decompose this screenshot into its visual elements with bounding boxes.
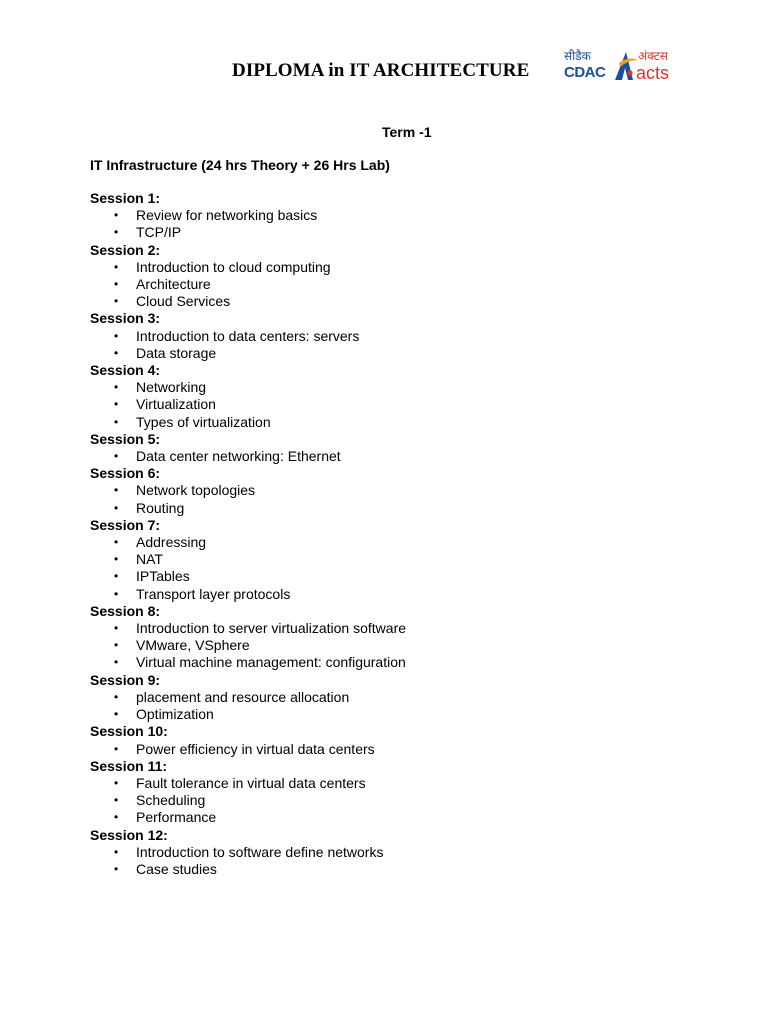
bullet-icon: • [114,277,119,292]
topic-item [90,861,406,878]
logo-cdac-text: CDAC [564,64,606,81]
session-title: Session 8: [90,602,161,619]
session-title: Session 10: [90,723,168,740]
topic-text: Architecture [136,276,211,293]
session-title: Session 11: [90,757,168,774]
topic-text: Networking [136,379,207,396]
topic-text: Transport layer protocols [136,585,291,602]
topic-list [90,775,406,827]
topic-list [90,379,406,431]
topic-text: NAT [136,551,163,568]
bullet-icon: • [114,861,119,876]
term-heading: Term -1 [382,124,432,140]
topic-text: Scheduling [136,792,206,809]
topic-text: Fault tolerance in virtual data centers [136,774,366,791]
bullet-icon: • [114,638,119,653]
topic-list [90,741,406,758]
session-title: Session 4: [90,362,161,379]
session-title: Session 1: [90,190,161,206]
topic-item [90,328,406,345]
bullet-icon: • [114,294,119,309]
logo-acts-text: acts [636,63,670,83]
topic-list [90,328,406,362]
course-heading: IT Infrastructure (24 hrs Theory + 26 Hrs Lab) [90,157,390,173]
topic-item [90,809,406,826]
bullet-icon: • [114,535,119,550]
session-block [90,431,406,465]
topic-item [90,276,406,293]
logo-a-mark [615,52,633,80]
topic-text: Types of virtualization [136,413,271,430]
bullet-icon: • [114,380,119,395]
topic-text: Routing [136,499,185,516]
session-block [90,362,406,431]
topic-item [90,534,406,551]
topic-item [90,654,406,671]
session-list [90,190,406,878]
bullet-icon: • [114,655,119,670]
topic-item [90,448,406,465]
session-title: Session 5: [90,430,161,447]
topic-item [90,637,406,654]
topic-text: Optimization [136,706,214,723]
topic-text: Introduction to cloud computing [136,258,331,275]
logo-hindi-cdac: सीडैक [564,49,591,63]
topic-list [90,689,406,723]
session-block [90,603,406,672]
bullet-icon: • [114,621,119,636]
bullet-icon: • [114,345,119,360]
session-block [90,310,406,362]
document-title: DIPLOMA in IT ARCHITECTURE [232,60,530,81]
bullet-icon: • [114,775,119,790]
topic-list [90,482,406,516]
session-block [90,672,406,724]
session-block [90,242,406,311]
session-title: Session 12: [90,826,168,843]
topic-item [90,706,406,723]
topic-list [90,620,406,672]
topic-item [90,379,406,396]
topic-text: TCP/IP [136,224,182,241]
topic-item [90,207,406,224]
session-block [90,465,406,517]
topic-text: Virtualization [136,396,216,413]
topic-item [90,551,406,568]
session-title: Session 3: [90,310,161,327]
topic-text: Introduction to server virtualization software [136,620,407,637]
topic-text: Addressing [136,534,207,551]
session-block [90,758,406,827]
bullet-icon: • [114,208,119,223]
topic-list [90,448,406,465]
topic-item [90,414,406,431]
session-title: Session 9: [90,671,161,688]
bullet-icon: • [114,500,119,515]
bullet-icon: • [114,569,119,584]
topic-list [90,844,406,878]
logo-hindi-acts: अंक्टस [638,49,668,63]
session-block [90,517,406,603]
bullet-icon: • [114,844,119,859]
bullet-icon: • [114,552,119,567]
topic-text: Introduction to data centers: servers [136,327,360,344]
topic-text: Power efficiency in virtual data centers [136,740,375,757]
bullet-icon: • [114,793,119,808]
topic-text: Introduction to software define networks [136,843,384,860]
bullet-icon: • [114,225,119,240]
topic-text: Network topologies [136,482,256,499]
bullet-icon: • [114,707,119,722]
bullet-icon: • [114,586,119,601]
topic-item [90,586,406,603]
topic-text: VMware, VSphere [136,637,250,654]
bullet-icon: • [114,810,119,825]
topic-text: Review for networking basics [136,207,318,224]
topic-item [90,345,406,362]
topic-item [90,500,406,517]
bullet-icon: • [114,328,119,343]
topic-list [90,259,406,311]
session-title: Session 6: [90,465,161,482]
topic-item [90,844,406,861]
bullet-icon: • [114,689,119,704]
topic-item [90,689,406,706]
session-block [90,827,406,879]
cdac-acts-logo [564,46,682,84]
topic-item [90,482,406,499]
bullet-icon: • [114,259,119,274]
session-block [90,723,406,757]
bullet-icon: • [114,397,119,412]
topic-item [90,396,406,413]
bullet-icon: • [114,741,119,756]
topic-item [90,568,406,585]
topic-item [90,293,406,310]
topic-item [90,792,406,809]
topic-list [90,534,406,603]
topic-item [90,741,406,758]
topic-item [90,620,406,637]
session-title: Session 7: [90,516,161,533]
topic-text: Data center networking: Ethernet [136,448,341,465]
topic-text: Case studies [136,860,217,877]
topic-text: IPTables [136,568,190,585]
bullet-icon: • [114,414,119,429]
topic-text: Data storage [136,344,217,361]
topic-item [90,259,406,276]
bullet-icon: • [114,449,119,464]
topic-text: placement and resource allocation [136,688,350,705]
topic-item [90,224,406,241]
topic-text: Cloud Services [136,293,231,310]
session-block [90,190,406,242]
topic-text: Virtual machine management: configuration [136,654,406,671]
topic-list [90,207,406,241]
bullet-icon: • [114,483,119,498]
logo-dot [627,70,632,75]
topic-text: Performance [136,809,217,826]
session-title: Session 2: [90,241,161,258]
topic-item [90,775,406,792]
